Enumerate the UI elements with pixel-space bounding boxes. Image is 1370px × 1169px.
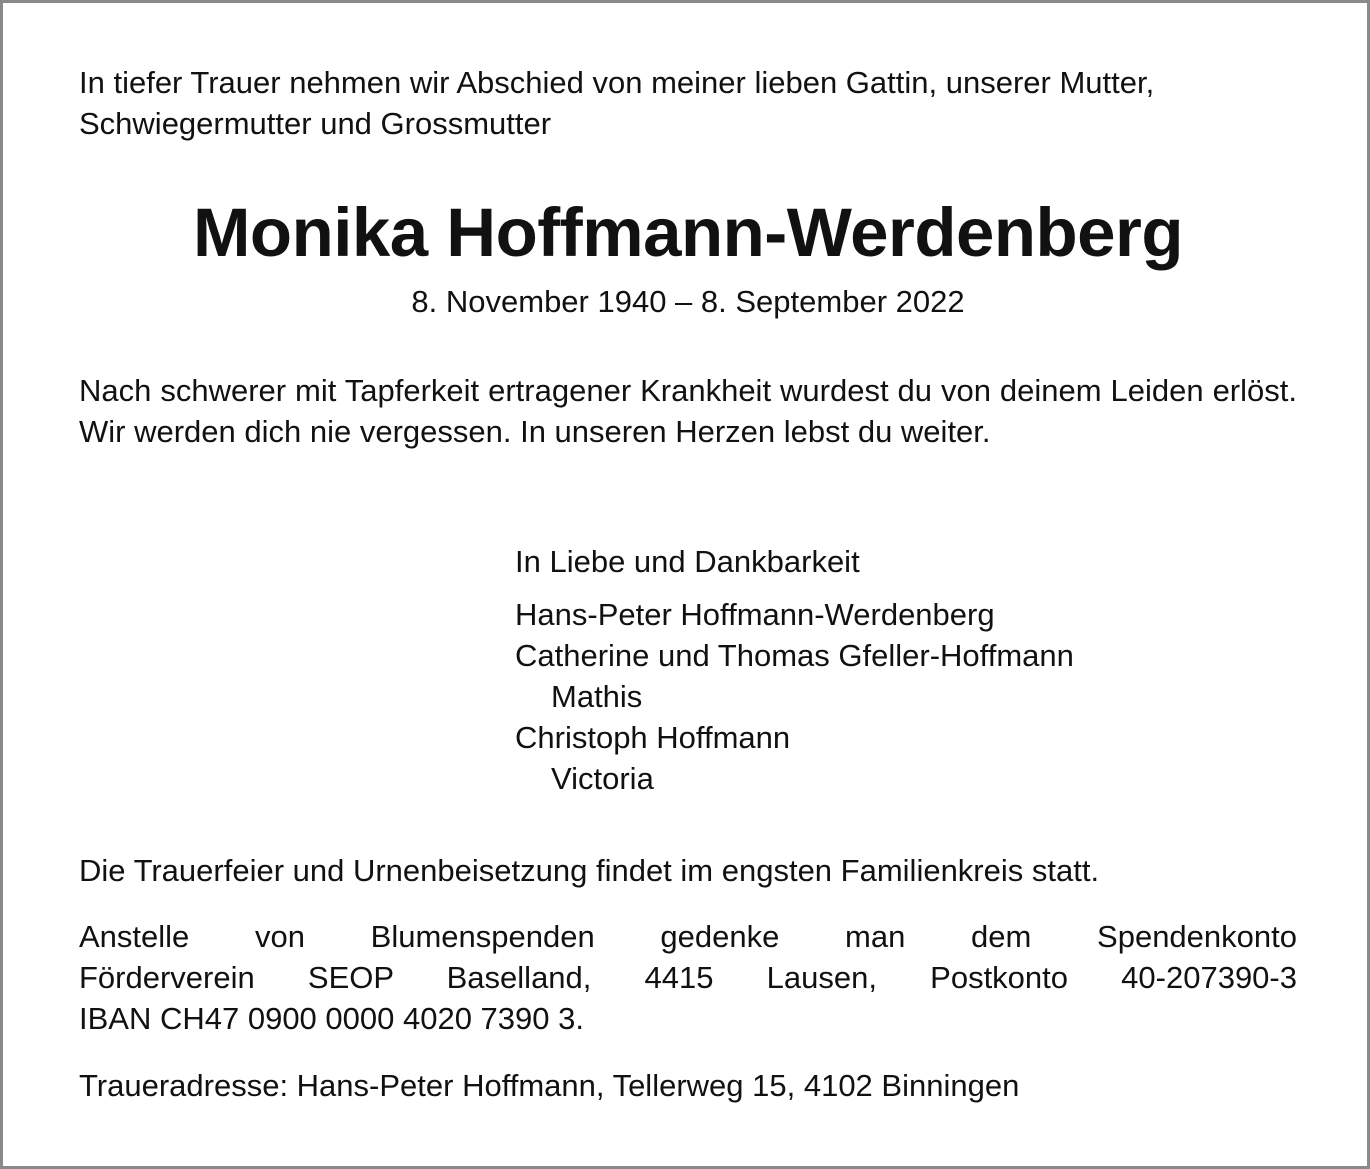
signer-name: Hans-Peter Hoffmann-Werdenberg [515,597,995,632]
closing-phrase: In Liebe und Dankbarkeit [515,544,860,579]
donation-iban: IBAN CH47 0900 0000 4020 7390 3. [79,1001,584,1036]
mourning-address: Traueradresse: Hans-Peter Hoffmann, Tellerweg 15, 4102 Binningen [79,1068,1020,1103]
signer-grandchild-name: Mathis [551,679,643,714]
donation-line: Anstelle von Blumenspenden gedenke man dem Spendenkonto [79,919,1297,954]
signer-grandchild-name: Victoria [551,761,654,796]
signer-name: Christoph Hoffmann [515,720,791,755]
donation-note [79,916,1297,1039]
tribute-text: Nach schwerer mit Tapferkeit ertragener Krankheit wurdest du von deinem Leiden erlöst. Wir werden dich nie vergessen. In unseren Herzen lebst du weiter. [79,373,1297,449]
donation-line: Förderverein SEOP Baselland, 4415 Lausen, Postkonto 40-207390-3 [79,960,1297,995]
signers-block [515,541,1275,799]
signer-name: Catherine und Thomas Gfeller-Hoffmann [515,638,1074,673]
intro-text: In tiefer Trauer nehmen wir Abschied von meiner lieben Gattin, unserer Mutter, Schwiegermutter und Grossmutter [79,65,1155,141]
deceased-name: Monika Hoffmann-Werdenberg [192,194,1184,271]
life-dates: 8. November 1940 – 8. September 2022 [411,284,965,319]
ceremony-note: Die Trauerfeier und Urnenbeisetzung findet im engsten Familienkreis statt. [79,853,1100,888]
